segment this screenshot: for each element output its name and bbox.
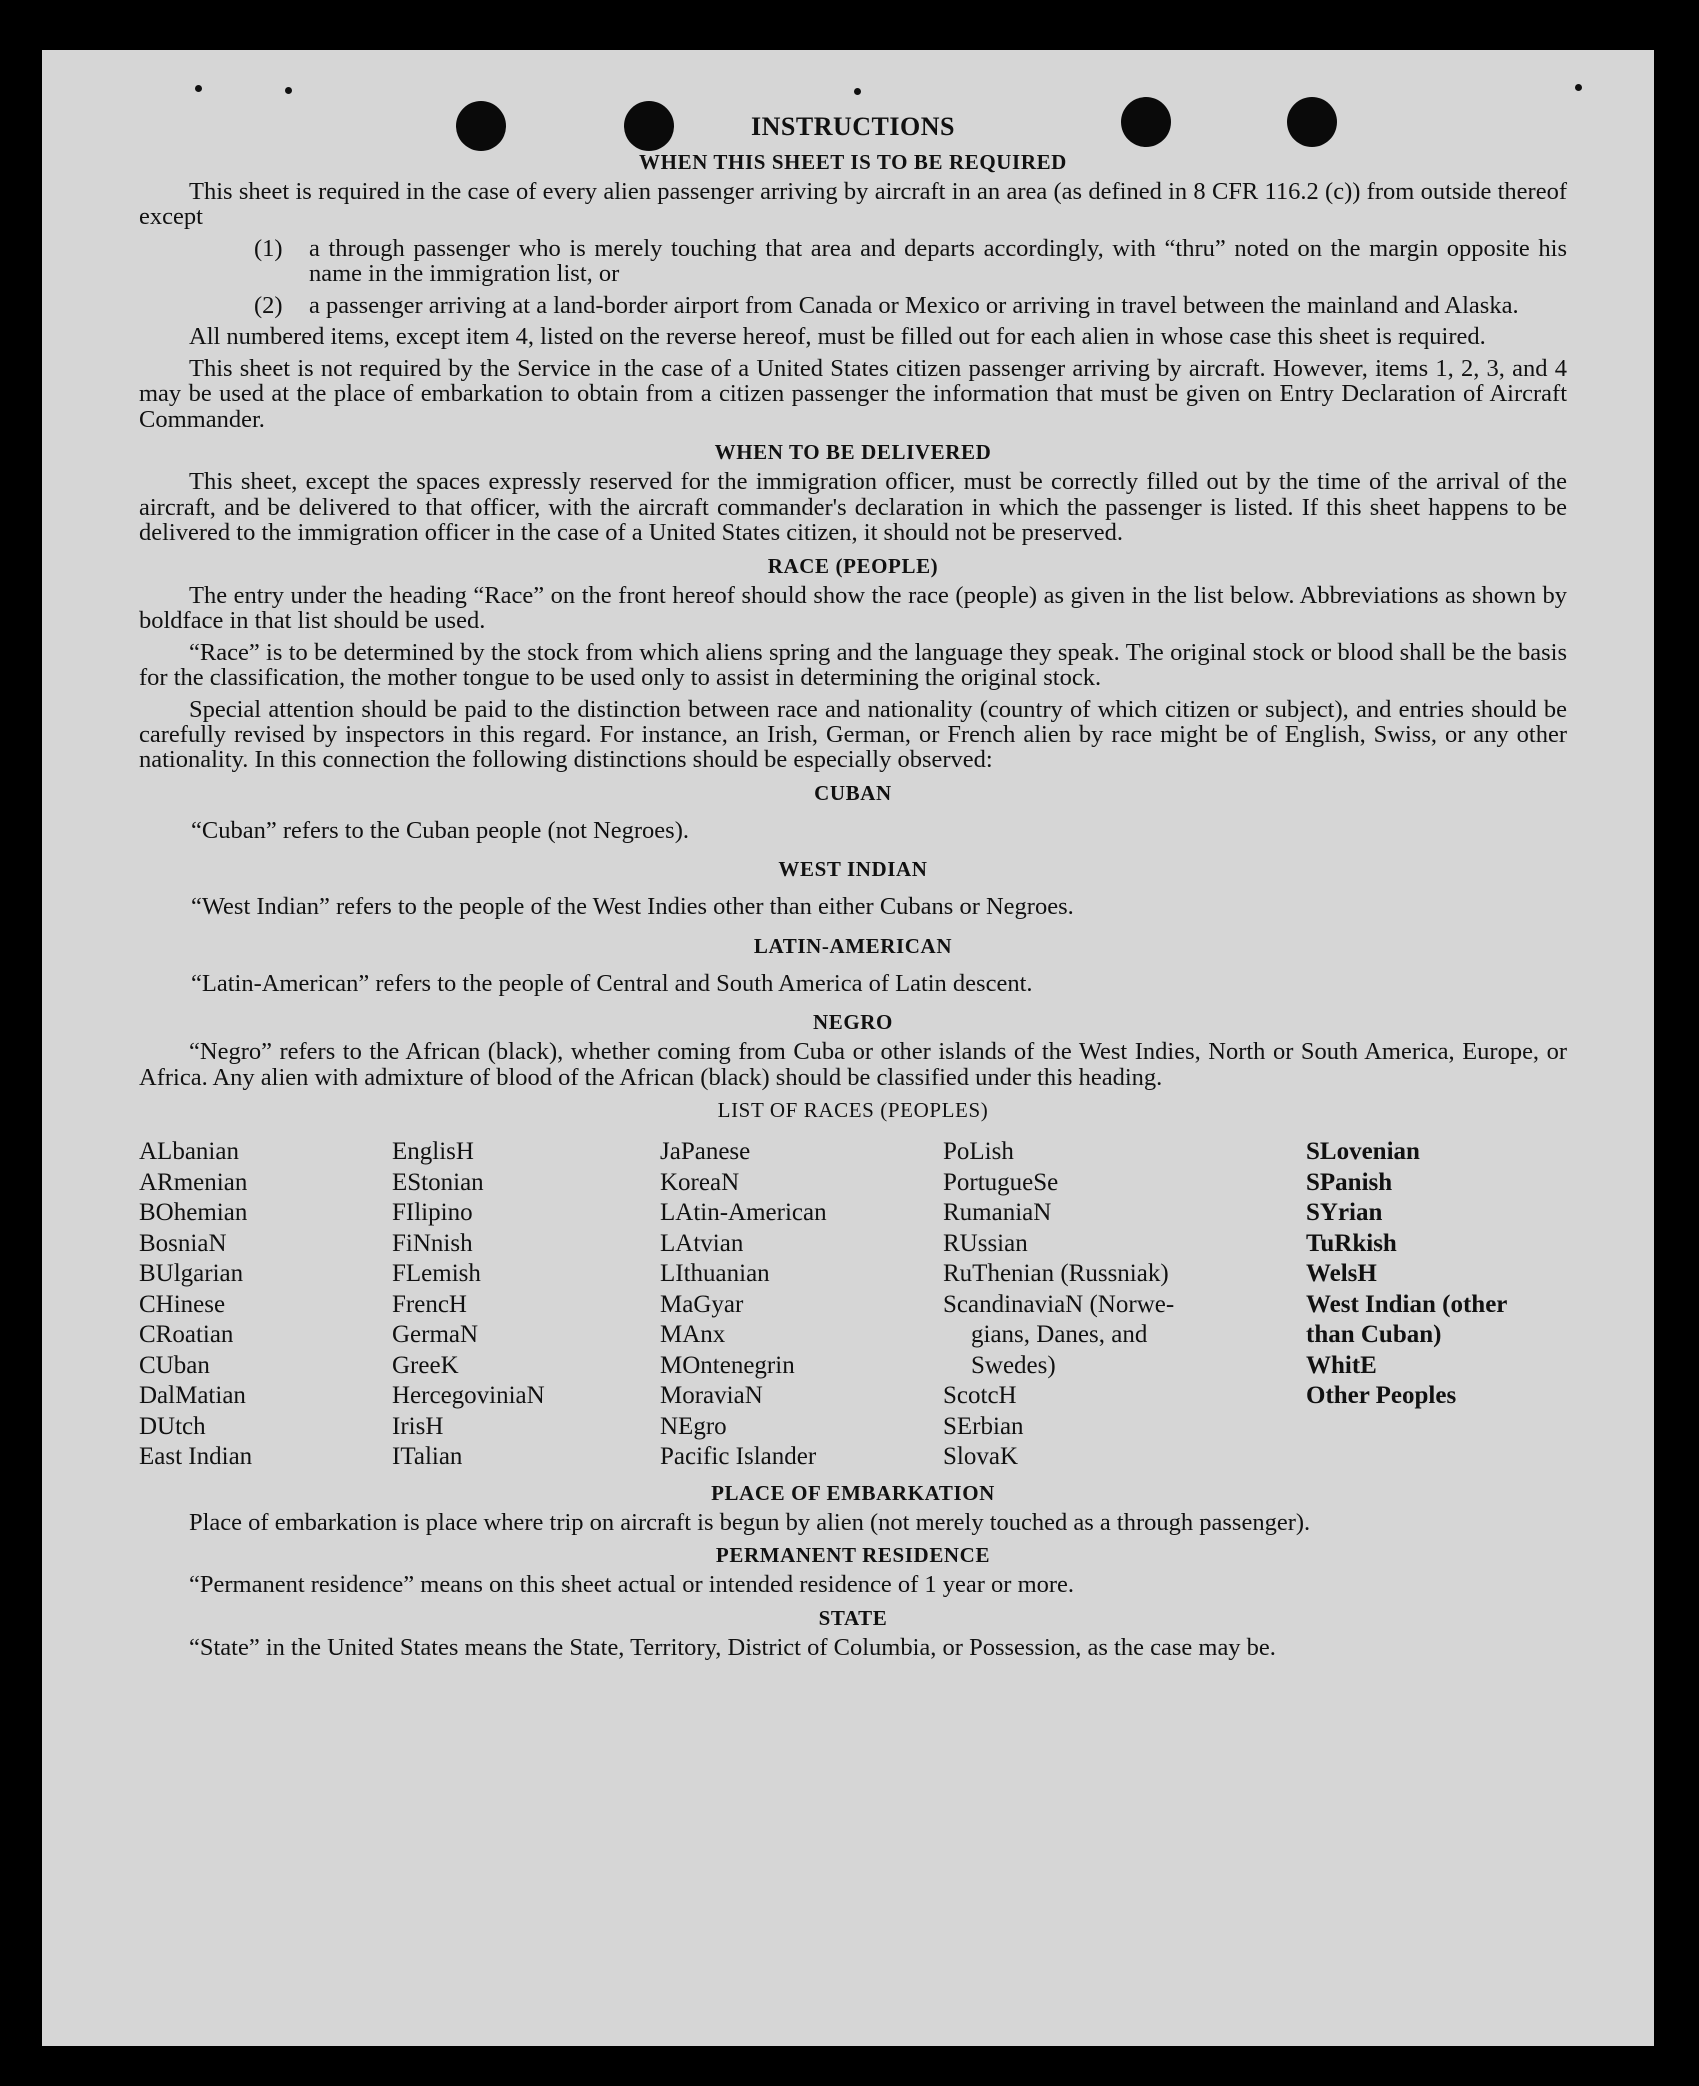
race-entry: West Indian (other [1306, 1290, 1508, 1318]
item-number: (1) [254, 234, 283, 262]
race-entry: TuRkish [1306, 1229, 1397, 1257]
paragraph: Special attention should be paid to the distinction between race and nationality (country of which citizen or subject), and entries should be carefully revised by inspectors in this regard. For instance, an Irish, German, or French alien by race might be of English, Swiss, or any other nationality. In this connection the following distinctions should be especially observed: [139, 695, 1567, 774]
document-page [42, 50, 1654, 2046]
section-heading: LATIN-AMERICAN [753, 933, 953, 958]
paragraph: “Cuban” refers to the Cuban people (not Negroes). [191, 816, 689, 844]
races-list [139, 1137, 1567, 1473]
race-entry: MoraviaN [660, 1382, 763, 1410]
instructions-content [139, 112, 1567, 1666]
race-entry: GermaN [392, 1321, 479, 1349]
speck [285, 87, 292, 94]
race-entry: IrisH [392, 1412, 444, 1440]
race-entry-continued: gians, Danes, and [971, 1321, 1148, 1349]
race-entry: DUtch [139, 1412, 206, 1440]
paragraph: This sheet is not required by the Service in the case of a United States citizen passenger arriving by aircraft. However, items 1, 2, 3, and 4 may be used at the place of embarkation to obtain from a citizen passenger the information that must be given on Entry Declaration of Aircraft Commander. [139, 354, 1567, 433]
item-text: a passenger arriving at a land-border airport from Canada or Mexico or arriving in travel between the mainland and Alaska. [309, 291, 1519, 319]
race-entry: ScandinaviaN (Norwe- [943, 1290, 1175, 1318]
item-number: (2) [254, 291, 283, 319]
race-entry: FrencH [392, 1290, 467, 1318]
races-column-1 [139, 1137, 392, 1473]
race-entry: FLemish [392, 1260, 481, 1288]
section-heading: WEST INDIAN [778, 857, 928, 882]
section-heading: CUBAN [814, 780, 892, 805]
race-entry: KoreaN [660, 1168, 740, 1196]
paragraph: “Latin-American” refers to the people of Central and South America of Latin descent. [191, 969, 1033, 997]
race-entry: SErbian [943, 1412, 1024, 1440]
list-item [254, 236, 1567, 287]
race-entry: GreeK [392, 1351, 459, 1379]
list-item [254, 293, 1567, 318]
race-entry: CUban [139, 1351, 210, 1379]
race-entry: MAnx [660, 1321, 726, 1349]
race-entry-continued: Swedes) [971, 1351, 1056, 1379]
race-entry: ALbanian [139, 1138, 239, 1166]
race-entry: EnglisH [392, 1138, 474, 1166]
race-entry: Other Peoples [1306, 1382, 1457, 1410]
race-entry: HercegoviniaN [392, 1382, 545, 1410]
race-entry: JaPanese [660, 1138, 751, 1166]
races-column-3 [660, 1137, 943, 1473]
race-entry: SYrian [1306, 1199, 1383, 1227]
race-entry: EStonian [392, 1168, 484, 1196]
section-heading: NEGRO [812, 1010, 893, 1035]
paragraph: “Negro” refers to the African (black), whether coming from Cuba or other islands of the West Indies, North or South America, Europe, or Africa. Any alien with admixture of blood of the African (black) should be classified under this heading. [139, 1038, 1567, 1091]
race-entry-continued: than Cuban) [1306, 1321, 1442, 1349]
race-entry: SlovaK [943, 1443, 1018, 1471]
race-entry: MaGyar [660, 1290, 744, 1318]
race-entry: ITalian [392, 1443, 463, 1471]
paragraph: Place of embarkation is place where trip on aircraft is begun by alien (not merely touched as a through passenger). [189, 1508, 1311, 1536]
race-entry: LAtin-American [660, 1199, 827, 1227]
race-entry: CHinese [139, 1290, 226, 1318]
section-heading: LIST OF RACES (PEOPLES) [717, 1098, 989, 1123]
race-entry: PortugueSe [943, 1168, 1059, 1196]
section-heading: WHEN THIS SHEET IS TO BE REQUIRED [639, 150, 1067, 174]
paragraph: “West Indian” refers to the people of the West Indies other than either Cubans or Negroes. [191, 893, 1074, 921]
race-entry: CRoatian [139, 1321, 234, 1349]
race-entry: FiNnish [392, 1229, 473, 1257]
paragraph: This sheet, except the spaces expressly reserved for the immigration officer, must be correctly filled out by the time of the arrival of the aircraft, and be delivered to that officer, with the aircraft commander's declaration in which the passenger is listed. If this sheet happens to be delivered to the immigration officer in the case of a United States citizen, it should not be preserved. [139, 468, 1567, 547]
section-heading: PLACE OF EMBARKATION [711, 1480, 995, 1505]
race-entry: LIthuanian [660, 1260, 770, 1288]
section-heading: WHEN TO BE DELIVERED [714, 440, 992, 465]
race-entry: ARmenian [139, 1168, 248, 1196]
races-column-2 [392, 1137, 660, 1473]
race-entry: RUssian [943, 1229, 1028, 1257]
speck [195, 85, 202, 92]
race-entry: WhitE [1306, 1351, 1377, 1379]
speck [854, 88, 861, 95]
race-entry: LAtvian [660, 1229, 744, 1257]
race-entry: BosniaN [139, 1229, 227, 1257]
section-heading: STATE [818, 1605, 888, 1630]
paragraph: All numbered items, except item 4, listed on the reverse hereof, must be filled out for each alien in whose case this sheet is required. [189, 323, 1486, 351]
race-entry: Pacific Islander [660, 1443, 817, 1471]
race-entry: RuThenian (Russniak) [943, 1260, 1169, 1288]
race-entry: BUlgarian [139, 1260, 244, 1288]
race-entry: East Indian [139, 1443, 253, 1471]
race-entry: ScotcH [943, 1382, 1017, 1410]
race-entry: SPanish [1306, 1168, 1393, 1196]
section-heading: RACE (PEOPLE) [767, 553, 939, 578]
races-column-4 [943, 1137, 1306, 1473]
race-entry: RumaniaN [943, 1199, 1052, 1227]
item-text: a through passenger who is merely touching that area and departs accordingly, with “thru” noted on the margin opposite his name in the immigration list, or [309, 234, 1567, 288]
race-entry: NEgro [660, 1412, 727, 1440]
speck [1575, 84, 1582, 91]
paragraph: “State” in the United States means the State, Territory, District of Columbia, or Possession, as the case may be. [189, 1633, 1276, 1661]
paragraph: “Race” is to be determined by the stock from which aliens spring and the language they speak. The original stock or blood shall be the basis for the classification, the mother tongue to be used only to assist in determining the original stock. [139, 638, 1567, 692]
race-entry: WelsH [1306, 1260, 1377, 1288]
paragraph: The entry under the heading “Race” on the front hereof should show the race (people) as given in the list below. Abbreviations as shown by boldface in that list should be used. [139, 581, 1567, 635]
paragraph: This sheet is required in the case of every alien passenger arriving by aircraft in an area (as defined in 8 CFR 116.2 (c)) from outside thereof except [139, 178, 1567, 231]
paragraph: “Permanent residence” means on this sheet actual or intended residence of 1 year or more. [189, 1571, 1075, 1599]
race-entry: BOhemian [139, 1199, 248, 1227]
races-column-5 [1306, 1137, 1567, 1473]
section-heading: PERMANENT RESIDENCE [715, 1543, 991, 1568]
race-entry: MOntenegrin [660, 1351, 795, 1379]
race-entry: SLovenian [1306, 1138, 1420, 1166]
race-entry: DalMatian [139, 1382, 246, 1410]
page-title: INSTRUCTIONS [751, 112, 955, 141]
race-entry: PoLish [943, 1138, 1014, 1166]
race-entry: FIlipino [392, 1199, 473, 1227]
